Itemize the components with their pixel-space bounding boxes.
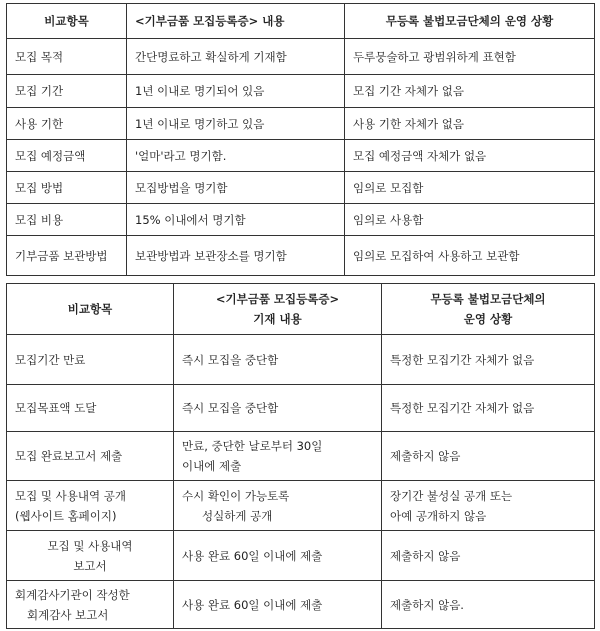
header-cell: 비교항목 — [7, 284, 174, 335]
cell — [174, 481, 382, 531]
header-cell — [382, 284, 595, 335]
cell: 모집 예정금액 — [7, 140, 127, 172]
cell: 특정한 모집기간 자체가 없음 — [382, 385, 595, 432]
table-row — [7, 140, 595, 172]
comparison-table-2 — [6, 283, 595, 629]
cell: 간단명료하고 확실하게 기재함 — [127, 39, 345, 75]
cell: 임의로 모집하여 사용하고 보관함 — [345, 236, 595, 276]
cell: 모집 방법 — [7, 172, 127, 204]
cell: 사용 기한 자체가 없음 — [345, 108, 595, 140]
cell: 모집 기간 — [7, 75, 127, 108]
header-line: 기재 내용 — [253, 312, 302, 326]
table-header-row — [7, 284, 595, 335]
table-row — [7, 108, 595, 140]
header-cell: <기부금품 모집등록증> 내용 — [127, 4, 345, 39]
table-row — [7, 385, 595, 432]
cell: 두루뭉술하고 광범위하게 표현함 — [345, 39, 595, 75]
cell: 임의로 모집함 — [345, 172, 595, 204]
table-row — [7, 39, 595, 75]
cell — [7, 481, 174, 531]
cell-line: 모집 및 사용내역 — [47, 538, 133, 553]
cell: 모집 예정금액 자체가 없음 — [345, 140, 595, 172]
cell: 즉시 모집을 중단함 — [174, 385, 382, 432]
cell: 모집기간 만료 — [7, 335, 174, 385]
cell: 1년 이내로 명기되어 있음 — [127, 75, 345, 108]
cell — [7, 531, 174, 581]
comparison-table-1 — [6, 3, 595, 276]
header-cell — [174, 284, 382, 335]
cell: 제출하지 않음 — [382, 531, 595, 581]
table-row — [7, 581, 595, 629]
cell: 모집 완료보고서 제출 — [7, 432, 174, 481]
cell: 모집 비용 — [7, 204, 127, 236]
header-cell: 무등록 불법모금단체의 운영 상황 — [345, 4, 595, 39]
cell: 모집방법을 명기함 — [127, 172, 345, 204]
table-header-row — [7, 4, 595, 39]
cell-line: 성실하게 공개 — [202, 508, 273, 523]
cell-line: 수시 확인이 가능토록 — [182, 488, 290, 503]
table-row — [7, 236, 595, 276]
cell-line: 아예 공개하지 않음 — [390, 508, 487, 523]
cell: 1년 이내로 명기하고 있음 — [127, 108, 345, 140]
table-row — [7, 432, 595, 481]
cell: 특정한 모집기간 자체가 없음 — [382, 335, 595, 385]
table-row — [7, 75, 595, 108]
cell — [174, 432, 382, 481]
cell-line: 모집 및 사용내역 공개 — [15, 488, 126, 503]
cell-line: 이내에 제출 — [182, 459, 242, 473]
cell: 사용 기한 — [7, 108, 127, 140]
cell: 보관방법과 보관장소를 명기함 — [127, 236, 345, 276]
cell: '얼마'라고 명기함. — [127, 140, 345, 172]
cell: 기부금품 보관방법 — [7, 236, 127, 276]
cell: 15% 이내에서 명기함 — [127, 204, 345, 236]
cell: 임의로 사용함 — [345, 204, 595, 236]
header-line: 무등록 불법모금단체의 — [430, 292, 546, 306]
table-row — [7, 172, 595, 204]
cell: 사용 완료 60일 이내에 제출 — [174, 581, 382, 629]
cell: 즉시 모집을 중단함 — [174, 335, 382, 385]
table-row — [7, 335, 595, 385]
cell-line: 회계감사기관이 작성한 — [15, 587, 130, 602]
cell: 모집 목적 — [7, 39, 127, 75]
cell: 모집목표액 도달 — [7, 385, 174, 432]
header-line: 운영 상황 — [463, 312, 513, 326]
cell: 제출하지 않음. — [382, 581, 595, 629]
table-row — [7, 531, 595, 581]
cell: 사용 완료 60일 이내에 제출 — [174, 531, 382, 581]
cell-line: 보고서 — [73, 558, 107, 573]
cell — [7, 581, 174, 629]
cell-line: 회계감사 보고서 — [27, 607, 109, 622]
cell-line: (웹사이트 홈페이지) — [15, 508, 117, 523]
cell-line: 만료, 중단한 날로부터 30일 — [182, 439, 323, 453]
table-row — [7, 481, 595, 531]
cell-line: 장기간 불성실 공개 또는 — [390, 488, 513, 503]
header-line: <기부금품 모집등록증> — [215, 292, 340, 306]
cell: 모집 기간 자체가 없음 — [345, 75, 595, 108]
cell — [382, 481, 595, 531]
cell: 제출하지 않음 — [382, 432, 595, 481]
table-row — [7, 204, 595, 236]
header-cell: 비교항목 — [7, 4, 127, 39]
